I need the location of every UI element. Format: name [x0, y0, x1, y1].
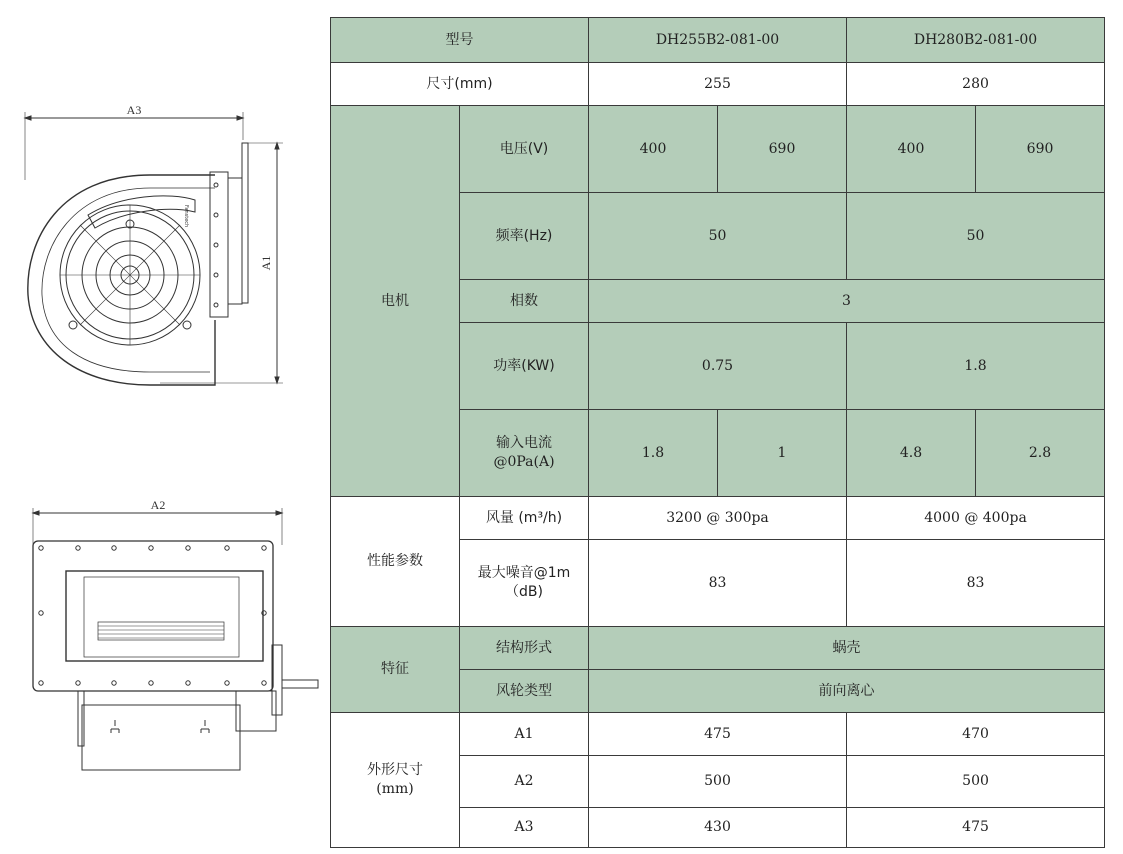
table-row — [331, 497, 1105, 540]
a2-value-1: 500 — [589, 756, 847, 808]
voltage-value: 690 — [718, 106, 847, 193]
dim-a1-label: A1 — [259, 255, 273, 271]
power-value-1: 0.75 — [589, 323, 847, 410]
top-view-drawing — [33, 508, 318, 770]
phase-value: 3 — [589, 280, 1105, 323]
front-view-drawing — [25, 112, 283, 385]
current-value: 4.8 — [847, 410, 976, 497]
header-model-1: DH255B2-081-00 — [589, 18, 847, 63]
a1-label: A1 — [460, 713, 589, 756]
frequency-label: 频率(Hz) — [460, 193, 589, 280]
impeller-label: 风轮类型 — [460, 670, 589, 713]
size-value-2: 280 — [847, 63, 1105, 106]
a1-value-1: 475 — [589, 713, 847, 756]
header-model-label: 型号 — [331, 18, 589, 63]
dimensions-group-line1: 外形尺寸 — [367, 762, 423, 779]
impeller-value: 前向离心 — [589, 670, 1105, 713]
table-row — [331, 63, 1105, 106]
current-value: 2.8 — [976, 410, 1105, 497]
current-label-line1: 输入电流 — [496, 435, 552, 452]
power-value-2: 1.8 — [847, 323, 1105, 410]
spec-table — [330, 17, 1105, 848]
dimensions-group-line2: (mm) — [376, 781, 414, 797]
dim-a3-label: A3 — [126, 103, 142, 117]
features-group-label: 特征 — [331, 627, 460, 713]
airflow-value-2: 4000 @ 400pa — [847, 497, 1105, 540]
a2-value-2: 500 — [847, 756, 1105, 808]
a3-value-2: 475 — [847, 808, 1105, 848]
table-row — [331, 713, 1105, 756]
table-row — [331, 106, 1105, 193]
dim-a2-label: A2 — [150, 498, 166, 512]
frequency-value-1: 50 — [589, 193, 847, 280]
structure-value: 蜗壳 — [589, 627, 1105, 670]
size-value-1: 255 — [589, 63, 847, 106]
airflow-value-1: 3200 @ 300pa — [589, 497, 847, 540]
structure-label: 结构形式 — [460, 627, 589, 670]
a3-label: A3 — [460, 808, 589, 848]
a2-label: A2 — [460, 756, 589, 808]
table-row — [331, 627, 1105, 670]
voltage-label: 电压(V) — [460, 106, 589, 193]
noise-label — [460, 540, 589, 627]
voltage-value: 400 — [589, 106, 718, 193]
noise-value-1: 83 — [589, 540, 847, 627]
voltage-value: 400 — [847, 106, 976, 193]
airflow-label: 风量 (m³/h) — [460, 497, 589, 540]
dimensions-group-label — [331, 713, 460, 848]
a1-value-2: 470 — [847, 713, 1105, 756]
frequency-value-2: 50 — [847, 193, 1105, 280]
noise-label-line1: 最大噪音@1m — [477, 565, 571, 582]
header-model-2: DH280B2-081-00 — [847, 18, 1105, 63]
power-label: 功率(KW) — [460, 323, 589, 410]
technical-drawings — [0, 0, 330, 854]
a3-value-1: 430 — [589, 808, 847, 848]
motor-group-label: 电机 — [331, 106, 460, 497]
table-row — [331, 18, 1105, 63]
performance-group-label: 性能参数 — [331, 497, 460, 627]
current-value: 1.8 — [589, 410, 718, 497]
current-value: 1 — [718, 410, 847, 497]
current-label — [460, 410, 589, 497]
noise-value-2: 83 — [847, 540, 1105, 627]
phase-label: 相数 — [460, 280, 589, 323]
current-label-line2: @0Pa(A) — [493, 454, 555, 470]
noise-label-line2: （dB) — [505, 584, 543, 600]
size-label: 尺寸(mm) — [331, 63, 589, 106]
voltage-value: 690 — [976, 106, 1105, 193]
brand-mark: Fanstech — [183, 205, 189, 228]
